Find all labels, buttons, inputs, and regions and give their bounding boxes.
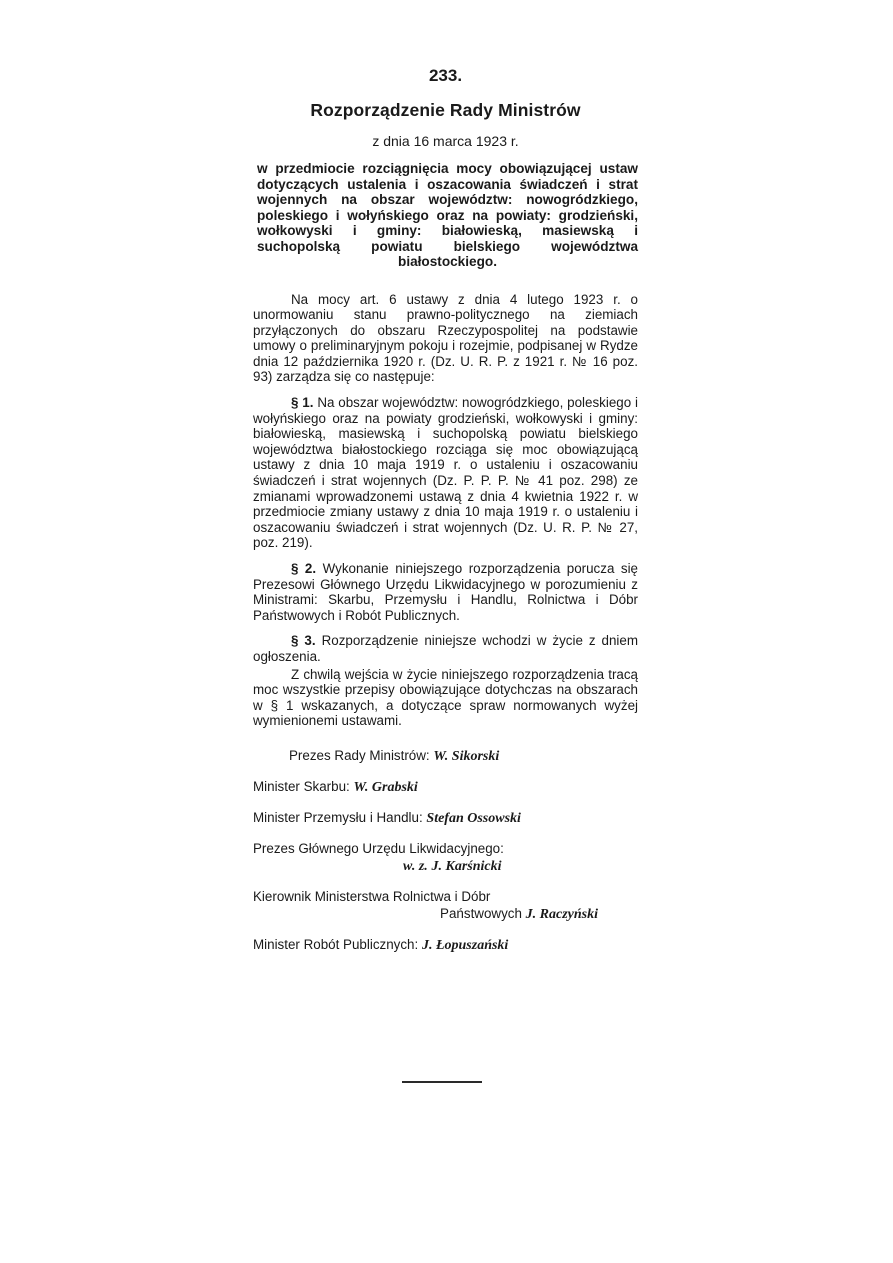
signature-name: J. Łopuszański <box>421 937 509 953</box>
signature-name: W. Sikorski <box>433 748 500 764</box>
preamble-paragraph: Na mocy art. 6 ustawy z dnia 4 lutego 1923 r. o unormowaniu stanu prawno-politycznego na ziemiach przyłączonych do obszaru Rzeczypospolitej na podstawie umowy o preliminaryjnym pokoju i rozejmie, podpisanej w Rydze dnia 12 października 1920 r. (Dz. U. R. P. z 1921 r. № 16 poz. 93) zarządza się co następuje: <box>253 291 638 385</box>
section-2-mark: § 2. <box>291 561 317 576</box>
signature-deputy-mark: w. z. <box>403 858 428 874</box>
signature-industry <box>253 809 638 827</box>
document-subject: w przedmiocie rozciągnięcia mocy obowiązującej ustaw dotyczących ustalenia i oszacowania świadczeń i strat wojennych na obszar województw: nowogródzkiego, poleskiego i wołyńskiego oraz na powiaty: grodzieński, wołkowyski i gminy: białowieską, masiewską i suchopolską powiatu bielskiego województwa białostockiego. <box>257 161 638 269</box>
signature-agriculture <box>253 888 638 923</box>
signature-role: Minister Skarbu: <box>253 778 350 794</box>
signature-name: Stefan Ossowski <box>426 810 521 826</box>
signature-name: J. Raczyński <box>525 906 598 922</box>
closing-rule <box>402 1081 482 1083</box>
signature-prime-minister <box>253 747 638 765</box>
signature-name: W. Grabski <box>353 779 418 795</box>
section-3-text: Rozporządzenie niniejsze wchodzi w życie z dniem ogłoszenia. <box>253 633 638 664</box>
document-title: Rozporządzenie Rady Ministrów <box>310 100 581 120</box>
document-page <box>253 60 638 967</box>
section-2 <box>253 561 638 623</box>
signature-public-works <box>253 936 638 954</box>
signature-role: Minister Przemysłu i Handlu: <box>253 809 423 825</box>
section-1 <box>253 395 638 551</box>
section-2-text: Wykonanie niniejszego rozporządzenia poruczа się Prezesowi Głównego Urzędu Likwidacyjnego w porozumieniu z Ministrami: Skarbu, Przemysłu i Handlu, Rolnictwa i Dóbr Państwowych i Robót Publicznych. <box>253 561 638 623</box>
signature-role: Prezes Głównego Urzędu Likwidacyjnego: <box>253 840 504 856</box>
signatures-block <box>253 747 638 954</box>
signature-role-continuation <box>253 905 638 923</box>
page-number: 233. <box>428 66 463 85</box>
signature-deputy-line <box>253 857 638 875</box>
signature-treasury <box>253 778 638 796</box>
signature-role-2: Państwowych <box>440 905 522 921</box>
signature-role: Kierownik Ministerstwa Rolnictwa i Dóbr <box>253 888 491 904</box>
signature-role: Prezes Rady Ministrów: <box>289 747 430 763</box>
section-3 <box>253 633 638 664</box>
signature-role: Minister Robót Publicznych: <box>253 936 419 952</box>
closing-paragraph: Z chwilą wejścia w życie niniejszego rozporządzenia tracą moc wszystkie przepisy obowiązujące dotychczas na obszarach w § 1 wskazanych, a dotyczące spraw normowanych wyżej wymienionemi ustawami. <box>253 666 638 729</box>
signature-liquidation-office <box>253 840 638 875</box>
section-1-text: Na obszar województw: nowogródzkiego, poleskiego i wołyńskiego oraz na powiaty grodzieński, wołkowyski i gminy: białowieską, masiewską i suchopolską powiatu bielskiego województwa białostockiego rozciąga się moc obowiązującą ustawy z dnia 10 maja 1919 r. o ustaleniu i oszacowaniu świadczeń i strat wojennych (Dz. P. P. P. № 41 poz. 298) ze zmianami wprowadzonemi ustawą z dnia 4 kwietnia 1922 r. w przedmiocie zmiany ustawy z dnia 10 maja 1919 r. o ustaleniu i oszacowaniu świadczeń i strat wojennych (Dz. U. R. P. № 27, poz. 219). <box>253 395 638 551</box>
signature-name: J. Karśnicki <box>431 858 502 874</box>
document-date: z dnia 16 marca 1923 r. <box>372 133 519 149</box>
section-1-mark: § 1. <box>291 395 314 411</box>
section-3-mark: § 3. <box>291 633 316 649</box>
